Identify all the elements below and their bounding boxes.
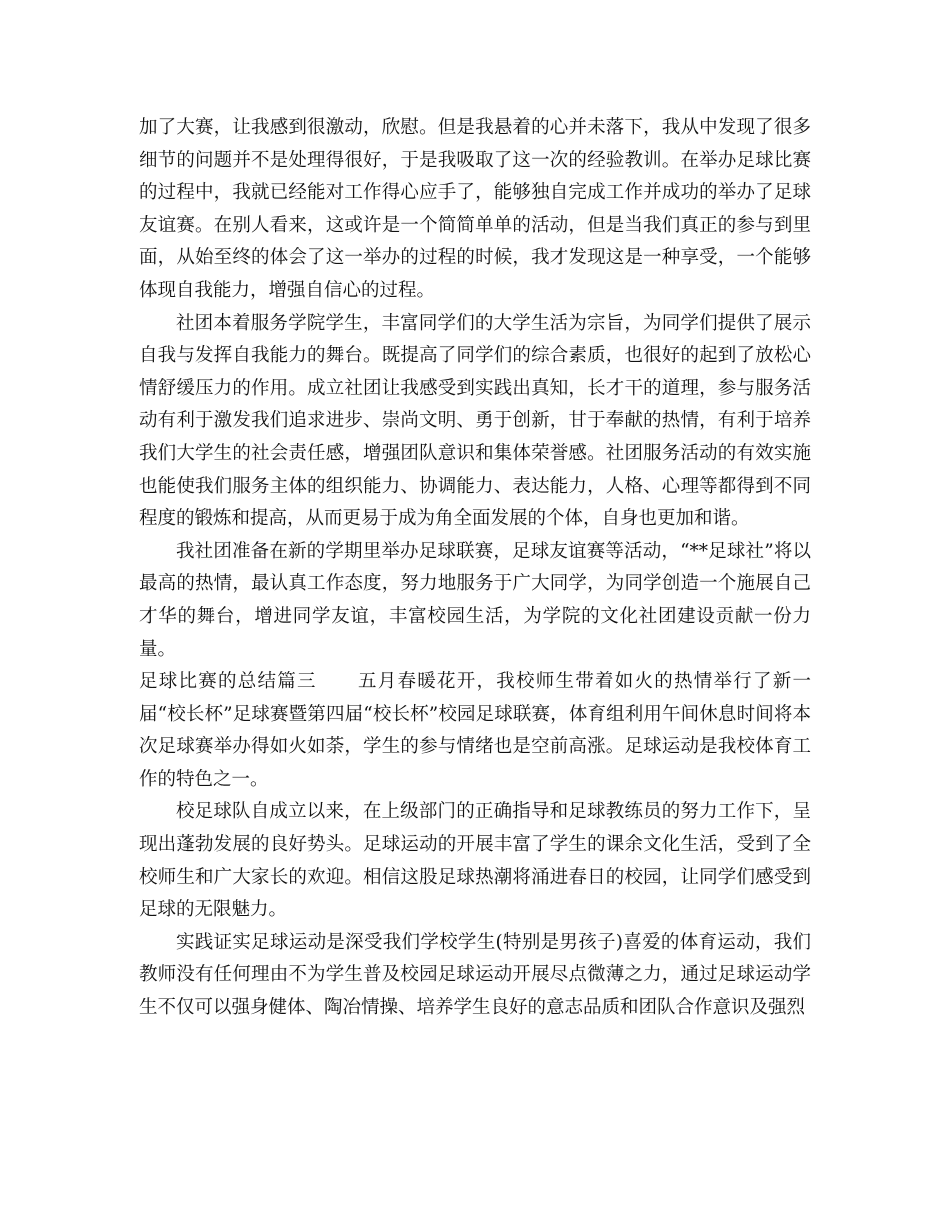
paragraph-2: 社团本着服务学院学生，丰富同学们的大学生活为宗旨，为同学们提供了展示自我与发挥自我能力的舞台。既提高了同学们的综合素质，也很好的起到了放松心情舒缓压力的作用。成立社团让我感受到实践出真知，长才干的道理，参与服务活动有利于激发我们追求进步、崇尚文明、勇于创新，甘于奉献的热情，有利于培养我们大学生的社会责任感，增强团队意识和集体荣誉感。社团服务活动的有效实施也能使我们服务主体的组织能力、协调能力、表达能力，人格、心理等都得到不同程度的锻炼和提高，从而更易于成为角全面发展的个体，自身也更加和谐。 bbox=[139, 312, 811, 530]
paragraph-3: 我社团准备在新的学期里举办足球联赛，足球友谊赛等活动，“**足球社”将以最高的热情，最认真工作态度，努力地服务于广大同学，为同学创造一个施展自己才华的舞台，增进同学友谊，丰富校园生活，为学院的文化社团建设贡献一份力量。 bbox=[139, 540, 811, 660]
paragraph-1: 加了大赛，让我感到很激动，欣慰。但是我悬着的心并未落下，我从中发现了很多细节的问题并不是处理得很好，于是我吸取了这一次的经验教训。在举办足球比赛的过程中，我就已经能对工作得心应手了，能够独自完成工作并成功的举办了足球友谊赛。在别人看来，这或许是一个简简单单的活动，但是当我们真正的参与到里面，从始至终的体会了这一举办的过程的时候，我才发现这是一种享受，一个能够体现自我能力，增强自信心的过程。 bbox=[139, 117, 811, 301]
paragraph-5: 实践证实足球运动是深受我们学校学生(特别是男孩子)喜爱的体育运动，我们教师没有任何理由不为学生普及校园足球运动开展尽点微薄之力，通过足球运动学生不仅可以强身健体、陶冶情操、培养学生良好的意志品质和团队合作意识及强烈 bbox=[139, 931, 811, 1019]
document-page bbox=[139, 112, 811, 1025]
section-paragraph bbox=[139, 666, 811, 796]
section-heading: 足球比赛的总结篇三 bbox=[139, 671, 317, 693]
section-intro-text: 五月春暖花开，我校师生带着如火的热情举行了新一届“校长杯”足球赛暨第四届“校长杯”校园足球联赛，体育组利用午间休息时间将本次足球赛举办得如火如荼，学生的参与情绪也是空前高涨。足球运动是我校体育工作的特色之一。 bbox=[139, 671, 811, 790]
paragraph-4: 校足球队自成立以来，在上级部门的正确指导和足球教练员的努力工作下，呈现出蓬勃发展的良好势头。足球运动的开展丰富了学生的课余文化生活，受到了全校师生和广大家长的欢迎。相信这股足球热潮将涌进春日的校园，让同学们感受到足球的无限魅力。 bbox=[139, 801, 811, 921]
